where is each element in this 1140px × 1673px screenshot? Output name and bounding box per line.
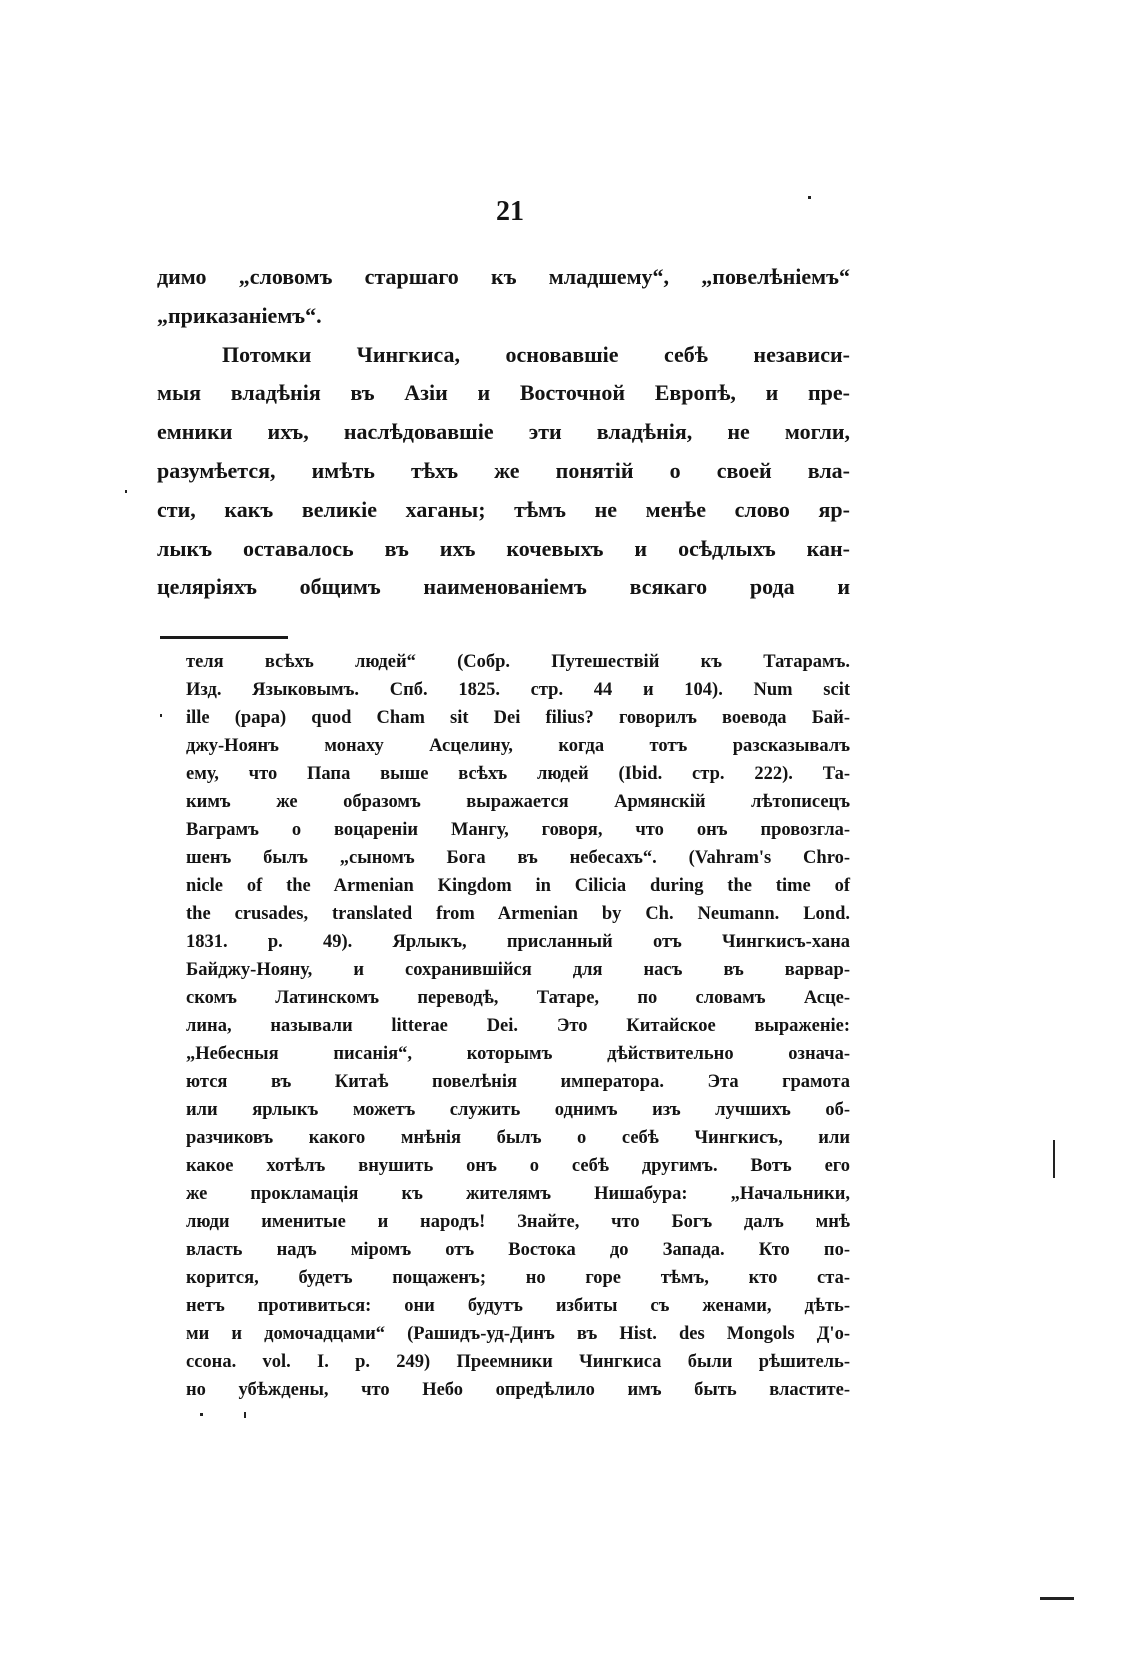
footnote-rule	[160, 636, 288, 639]
footnote-line: разчиковъ какого мнѣнія былъ о себѣ Чингкисъ, или	[186, 1128, 850, 1148]
footnote-line: ются въ Китаѣ повелѣнія императора. Эта грамота	[186, 1072, 850, 1092]
text-line: разумѣется, имѣть тѣхъ же понятій о своей вла-	[157, 457, 850, 483]
footnote-line: the crusades, translated from Armenian by Ch. Neumann. Lond.	[186, 904, 850, 924]
scan-speck	[808, 196, 811, 199]
footnote-line: лина, называли litterae Dei. Это Китайское выраженіе:	[186, 1016, 850, 1036]
footnote-line: кимъ же образомъ выражается Армянскій лѣтописецъ	[186, 792, 850, 812]
footnote-line: ему, что Папа выше всѣхъ людей (Ibid. стр. 222). Та-	[186, 764, 850, 784]
footnote-line: шенъ былъ „сыномъ Бога въ небесахъ“. (Vahram's Chro-	[186, 848, 850, 868]
footnote-line: Изд. Языковымъ. Спб. 1825. стр. 44 и 104). Num scit	[186, 680, 850, 700]
scan-speck	[200, 1413, 203, 1416]
footnote-line: люди именитые и народъ! Знайте, что Богъ далъ мнѣ	[186, 1212, 850, 1232]
text-line: емники ихъ, наслѣдовавшіе эти владѣнія, не могли,	[157, 419, 850, 445]
footnote-line: Байджу-Нояну, и сохранившійся для насъ въ варвар-	[186, 960, 850, 980]
footnote-line: ми и домочадцами“ (Рашидъ-уд-Динъ въ Hist. des Mongols Д'о-	[186, 1324, 850, 1344]
page-number: 21	[496, 196, 524, 227]
footnote-line: nicle of the Armenian Kingdom in Cilicia during the time of	[186, 876, 850, 896]
text-line: сти, какъ великіе хаганы; тѣмъ не менѣе слово яр-	[157, 496, 850, 522]
footnote-line: 1831. p. 49). Ярлыкъ, присланный отъ Чингкисъ-хана	[186, 932, 850, 952]
scan-speck	[125, 490, 127, 493]
text-line: лыкъ оставалось въ ихъ кочевыхъ и осѣдлыхъ кан-	[157, 535, 850, 561]
footnote-line: джу-Ноянъ монаху Асцелину, когда тотъ разсказывалъ	[186, 736, 850, 756]
footnote-line: какое хотѣлъ внушить онъ о себѣ другимъ. Вотъ его	[186, 1156, 850, 1176]
text-line: мыя владѣнія въ Азіи и Восточной Европѣ, и пре-	[157, 380, 850, 406]
footnote-line: ille (papa) quod Cham sit Dei filius? говорилъ воевода Бай-	[186, 708, 850, 728]
footnote-line: скомъ Латинскомъ переводѣ, Татаре, по словамъ Асце-	[186, 988, 850, 1008]
footnote-line: ссона. vol. I. p. 249) Преемники Чингкиса были рѣшитель-	[186, 1352, 850, 1372]
footnote-line: „Небесныя писанія“, которымъ дѣйствительно означа-	[186, 1044, 850, 1064]
main-text	[157, 258, 850, 607]
scan-speck	[244, 1412, 246, 1418]
footnote-line: корится, будетъ пощаженъ; но горе тѣмъ, кто ста-	[186, 1268, 850, 1288]
footnote-line: но убѣждены, что Небо опредѣлило имъ быть властите-	[186, 1380, 850, 1400]
text-line: Потомки Чингкиса, основавшіе себѣ независи-	[222, 341, 850, 367]
footnote-line: теля всѣхъ людей“ (Собр. Путешествій къ Татарамъ.	[186, 652, 850, 672]
scan-speck	[1053, 1140, 1055, 1178]
edge-mark	[1040, 1597, 1074, 1600]
footnote-line: же прокламація къ жителямъ Нишабура: „Начальники,	[186, 1184, 850, 1204]
footnote	[186, 648, 850, 1404]
text-line: димо „словомъ старшаго къ младшему“, „повелѣніемъ“	[157, 264, 850, 289]
footnote-line: власть надъ міромъ отъ Востока до Запада. Кто по-	[186, 1240, 850, 1260]
footnote-line: или ярлыкъ можетъ служить однимъ изъ лучшихъ об-	[186, 1100, 850, 1120]
footnote-line: Ваграмъ о воцареніи Мангу, говоря, что онъ провозгла-	[186, 820, 850, 840]
text-line: „приказаніемъ“.	[157, 302, 322, 328]
text-line: целяріяхъ общимъ наименованіемъ всякаго рода и	[157, 574, 850, 600]
scan-speck	[160, 714, 162, 717]
footnote-line: нетъ противиться: они будутъ избиты съ женами, дѣть-	[186, 1296, 850, 1316]
